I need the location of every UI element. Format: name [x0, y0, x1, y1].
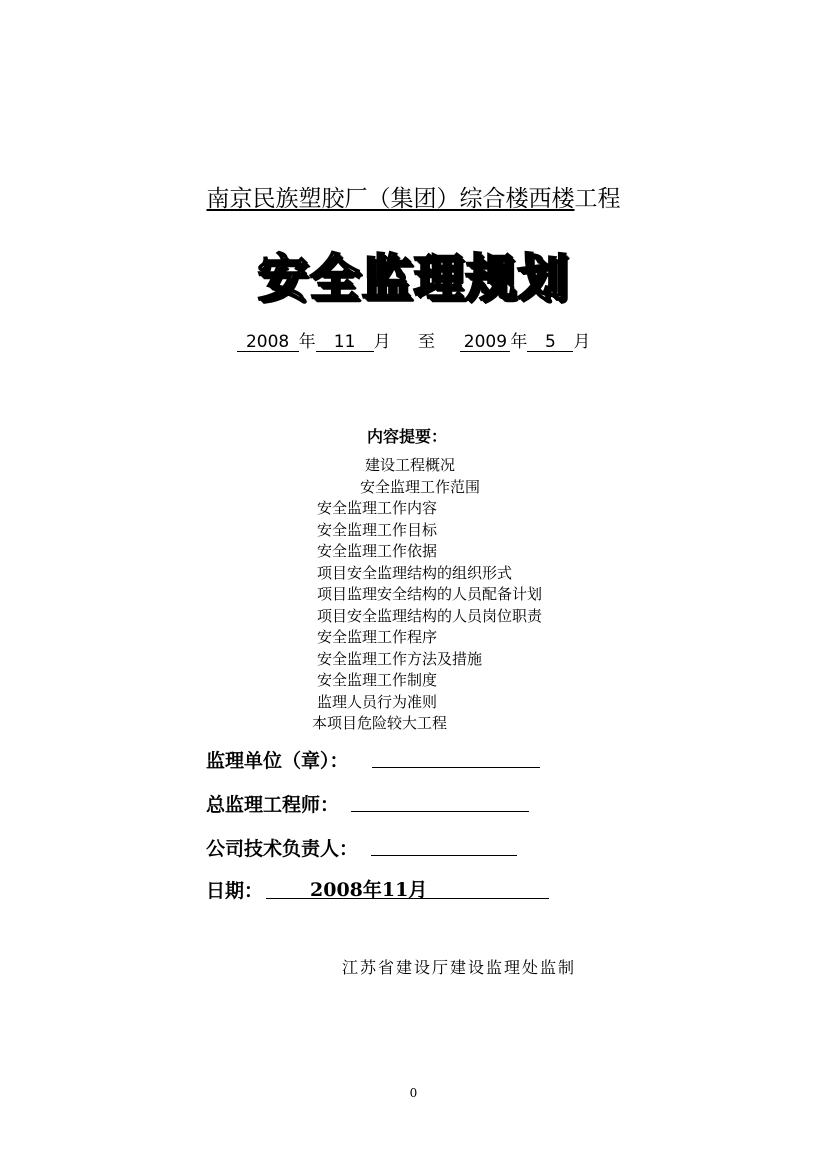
year-label-1: 年: [298, 332, 316, 352]
page-number: 0: [409, 1086, 418, 1100]
toc-item: 本项目危险较大工程: [312, 714, 448, 732]
toc-item: 安全监理工作方法及措施: [317, 650, 483, 668]
period-to: 至: [418, 332, 435, 352]
end-month: 5: [527, 333, 573, 352]
toc-item: 项目安全监理结构的人员岗位职责: [317, 607, 543, 625]
unit-signature-line: [372, 767, 540, 768]
toc-item: 安全监理工作范围: [360, 478, 481, 496]
toc-item: 项目监理安全结构的人员配备计划: [317, 585, 543, 603]
toc-item: 项目安全监理结构的组织形式: [317, 564, 513, 582]
toc-item: 建设工程概况: [365, 456, 456, 474]
date-value: 2008年11月: [310, 879, 428, 901]
project-title-rest: 工程: [574, 186, 621, 212]
month-label-2: 月: [573, 332, 591, 352]
toc-item: 安全监理工作制度: [317, 671, 438, 689]
toc-item: 安全监理工作程序: [317, 628, 438, 646]
tech-lead-signature-line: [371, 855, 517, 856]
issuing-organization: 江苏省建设厅建设监理处监制: [342, 958, 577, 977]
toc-item: 监理人员行为准则: [317, 693, 438, 711]
project-title: [0, 180, 827, 213]
month-label-1: 月: [373, 332, 391, 352]
date-label: 日期：: [206, 880, 264, 902]
chief-engineer-signature-line: [351, 811, 529, 812]
toc-item: 安全监理工作依据: [317, 542, 438, 560]
end-year: 2009: [460, 333, 510, 352]
document-title: 安全监理规划: [257, 249, 570, 307]
toc-item: 安全监理工作目标: [317, 521, 438, 539]
year-label-2: 年: [510, 332, 528, 352]
period-line: [0, 327, 827, 352]
project-title-underlined: 南京民族塑胶厂（集团）综合楼西楼: [206, 186, 575, 212]
start-month: 11: [316, 333, 374, 352]
start-year: 2008: [237, 333, 299, 352]
toc-heading: 内容提要：: [367, 427, 448, 446]
tech-lead-label: 公司技术负责人：: [206, 838, 359, 860]
toc-item: 安全监理工作内容: [317, 499, 438, 517]
unit-label: 监理单位（章）：: [206, 750, 349, 772]
chief-engineer-label: 总监理工程师：: [206, 794, 340, 816]
